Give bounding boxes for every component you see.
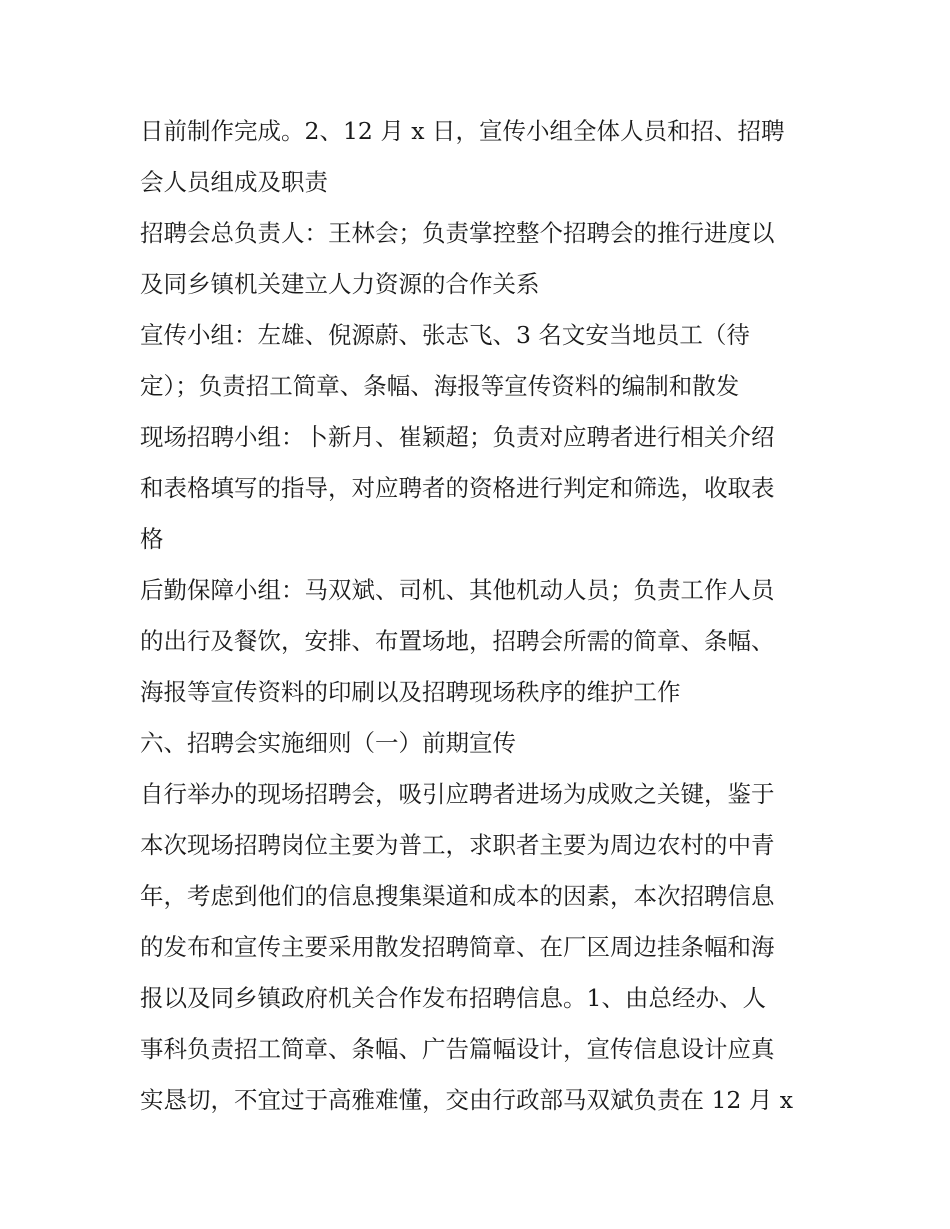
section-heading: 六、招聘会实施细则（一）前期宣传 xyxy=(140,729,516,757)
text-line: 报以及同乡镇政府机关合作发布招聘信息。1、由总经办、人 xyxy=(140,984,766,1012)
text-line: 后勤保障小组：马双斌、司机、其他机动人员；负责工作人员 xyxy=(140,576,775,604)
text-line: 会人员组成及职责 xyxy=(140,168,328,196)
text-line: 年，考虑到他们的信息搜集渠道和成本的因素，本次招聘信息 xyxy=(140,882,775,910)
text-line: 和表格填写的指导，对应聘者的资格进行判定和筛选，收取表 xyxy=(140,474,775,502)
text-line: 本次现场招聘岗位主要为普工，求职者主要为周边农村的中青 xyxy=(140,831,775,859)
text-line: 海报等宣传资料的印刷以及招聘现场秩序的维护工作 xyxy=(140,678,681,706)
text-line: 自行举办的现场招聘会，吸引应聘者进场为成败之关键，鉴于 xyxy=(140,780,775,808)
text-line: 格 xyxy=(140,525,164,553)
text-line: 实恳切，不宜过于高雅难懂，交由行政部马双斌负责在 12 月 x xyxy=(140,1086,794,1114)
text-line: 的出行及餐饮，安排、布置场地，招聘会所需的简章、条幅、 xyxy=(140,627,775,655)
text-line: 事科负责招工简章、条幅、广告篇幅设计，宣传信息设计应真 xyxy=(140,1035,775,1063)
text-line: 定）；负责招工简章、条幅、海报等宣传资料的编制和散发 xyxy=(140,372,740,400)
text-line: 现场招聘小组：卜新月、崔颖超；负责对应聘者进行相关介绍 xyxy=(140,423,775,451)
text-line: 日前制作完成。2、12 月 x 日，宣传小组全体人员和招、招聘 xyxy=(140,117,785,145)
text-line: 的发布和宣传主要采用散发招聘简章、在厂区周边挂条幅和海 xyxy=(140,933,775,961)
text-line: 宣传小组：左雄、倪源蔚、张志飞、3 名文安当地员工（待 xyxy=(140,321,750,349)
text-line: 招聘会总负责人：王林会；负责掌控整个招聘会的推行进度以 xyxy=(140,219,775,247)
text-line: 及同乡镇机关建立人力资源的合作关系 xyxy=(140,270,540,298)
body-text xyxy=(140,106,820,1126)
